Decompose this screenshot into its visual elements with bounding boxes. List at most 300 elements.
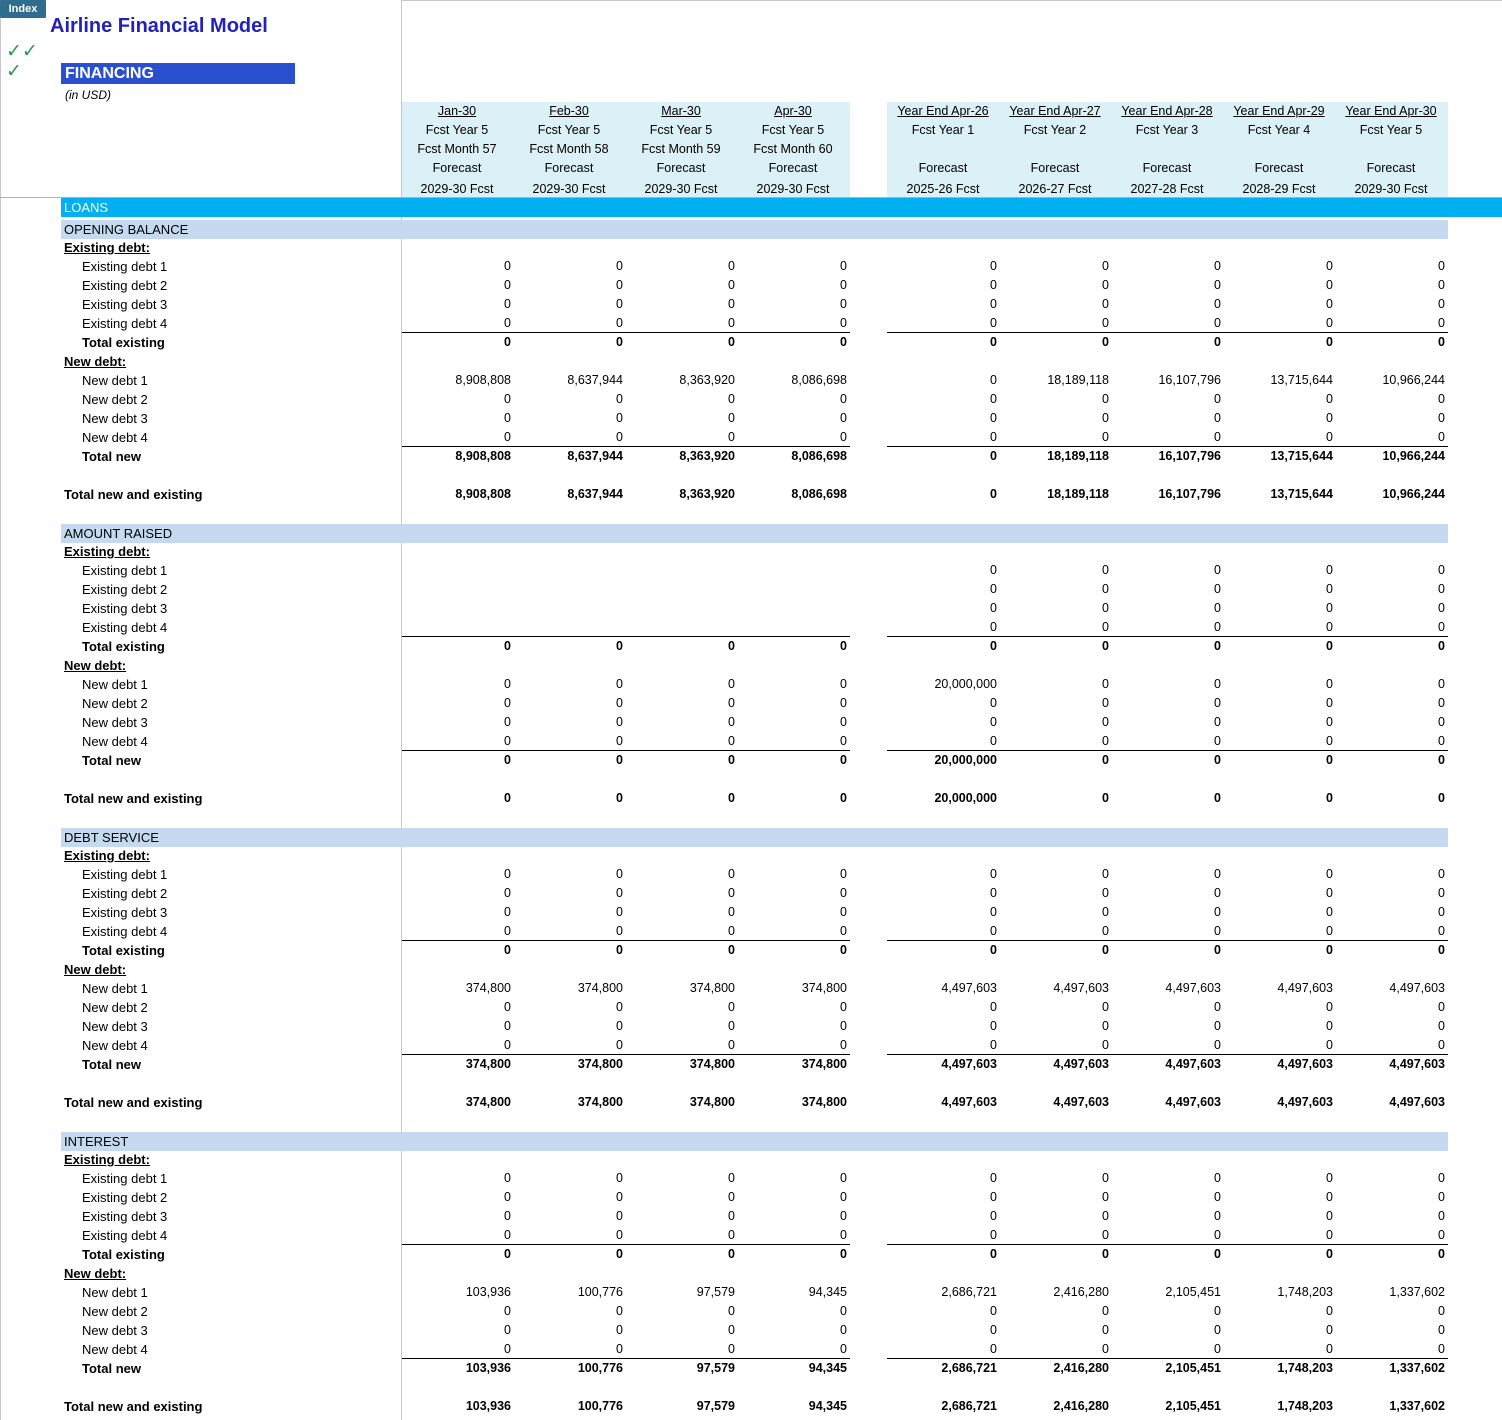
value-cell: 0 <box>616 753 623 767</box>
section-title: INTEREST <box>64 1134 129 1149</box>
column-header-year: Fcst Year 1 <box>911 123 975 137</box>
row-label: New debt: <box>64 658 127 673</box>
value-cell: 0 <box>1326 430 1333 444</box>
column-header-year: Fcst Year 5 <box>537 123 601 137</box>
loans-label: LOANS <box>64 200 109 215</box>
value-cell: 0 <box>1438 943 1445 957</box>
value-cell: 0 <box>504 715 511 729</box>
value-cell: 0 <box>504 867 511 881</box>
column-header-fy: 2029-30 Fcst <box>532 182 606 196</box>
value-cell: 0 <box>840 259 847 273</box>
section-banner: FINANCING <box>61 63 295 84</box>
value-cell: 0 <box>504 335 511 349</box>
value-cell: 0 <box>504 297 511 311</box>
column-header-year: Fcst Year 5 <box>761 123 825 137</box>
value-cell: 0 <box>616 639 623 653</box>
row-label: Existing debt 4 <box>82 620 168 635</box>
value-cell: 8,086,698 <box>791 487 847 501</box>
value-cell: 0 <box>1102 1228 1109 1242</box>
value-cell: 2,105,451 <box>1165 1361 1221 1375</box>
row-label: Existing debt 4 <box>82 1228 168 1243</box>
value-cell: 0 <box>990 1190 997 1204</box>
value-cell: 374,800 <box>577 1057 623 1071</box>
value-cell: 0 <box>1214 696 1221 710</box>
value-cell: 0 <box>504 905 511 919</box>
value-cell: 0 <box>990 867 997 881</box>
value-cell: 0 <box>504 1304 511 1318</box>
value-cell: 97,579 <box>696 1399 735 1413</box>
value-cell: 0 <box>1326 563 1333 577</box>
value-cell: 8,363,920 <box>679 373 735 387</box>
value-cell: 0 <box>1214 1000 1221 1014</box>
value-cell: 100,776 <box>577 1361 623 1375</box>
value-cell: 0 <box>1326 1323 1333 1337</box>
value-cell: 0 <box>1214 943 1221 957</box>
section-title: OPENING BALANCE <box>64 222 189 237</box>
value-cell: 0 <box>840 1323 847 1337</box>
column-header-fy: 2025-26 Fcst <box>906 182 980 196</box>
value-cell: 0 <box>1438 753 1445 767</box>
value-cell: 0 <box>728 734 735 748</box>
row-label: New debt: <box>64 1266 127 1281</box>
row-label: Total new and existing <box>64 1399 203 1414</box>
value-cell: 0 <box>1102 905 1109 919</box>
value-cell: 0 <box>616 1228 623 1242</box>
value-cell: 0 <box>728 1019 735 1033</box>
value-cell: 0 <box>616 316 623 330</box>
value-cell: 0 <box>1438 620 1445 634</box>
value-cell: 0 <box>616 677 623 691</box>
value-cell: 13,715,644 <box>1270 449 1333 463</box>
row-label: New debt 1 <box>82 1285 148 1300</box>
value-cell: 0 <box>616 278 623 292</box>
value-cell: 0 <box>1438 791 1445 805</box>
column-header-year: Fcst Year 3 <box>1135 123 1199 137</box>
value-cell: 0 <box>1102 924 1109 938</box>
value-cell: 0 <box>1102 1171 1109 1185</box>
value-cell: 0 <box>504 924 511 938</box>
value-cell: 374,800 <box>689 1095 735 1109</box>
value-cell: 0 <box>1214 734 1221 748</box>
value-cell: 0 <box>990 1038 997 1052</box>
value-cell: 0 <box>1102 1019 1109 1033</box>
value-cell: 97,579 <box>696 1285 735 1299</box>
value-cell: 0 <box>1214 924 1221 938</box>
value-cell: 0 <box>1214 753 1221 767</box>
value-cell: 0 <box>990 259 997 273</box>
value-cell: 0 <box>1438 1323 1445 1337</box>
value-cell: 0 <box>1326 696 1333 710</box>
value-cell: 0 <box>1326 791 1333 805</box>
value-cell: 0 <box>1214 1209 1221 1223</box>
column-header-year: Fcst Year 4 <box>1247 123 1311 137</box>
value-cell: 0 <box>504 278 511 292</box>
value-cell: 2,105,451 <box>1165 1285 1221 1299</box>
value-cell: 2,416,280 <box>1053 1399 1109 1413</box>
value-cell: 0 <box>504 411 511 425</box>
check-marks-icon: ✓✓ <box>6 41 38 62</box>
value-cell: 0 <box>840 297 847 311</box>
value-cell: 0 <box>504 316 511 330</box>
value-cell: 0 <box>990 487 997 501</box>
value-cell: 0 <box>616 392 623 406</box>
value-cell: 0 <box>1326 943 1333 957</box>
value-cell: 0 <box>1214 1228 1221 1242</box>
value-cell: 0 <box>1214 905 1221 919</box>
value-cell: 0 <box>990 411 997 425</box>
value-cell: 0 <box>1326 297 1333 311</box>
value-cell: 0 <box>1214 316 1221 330</box>
value-cell: 0 <box>1214 411 1221 425</box>
value-cell: 8,637,944 <box>567 373 623 387</box>
value-cell: 0 <box>1438 316 1445 330</box>
value-cell: 0 <box>1102 867 1109 881</box>
value-cell: 0 <box>1438 1019 1445 1033</box>
value-cell: 0 <box>504 1209 511 1223</box>
value-cell: 0 <box>1438 1342 1445 1356</box>
value-cell: 1,337,602 <box>1389 1285 1445 1299</box>
value-cell: 4,497,603 <box>1053 1095 1109 1109</box>
value-cell: 0 <box>1438 1171 1445 1185</box>
value-cell: 0 <box>504 1323 511 1337</box>
column-header-type: Forecast <box>432 161 482 175</box>
index-button[interactable]: Index <box>0 0 46 18</box>
value-cell: 18,189,118 <box>1047 487 1109 501</box>
value-cell: 4,497,603 <box>1277 1057 1333 1071</box>
units-note: (in USD) <box>65 88 112 102</box>
value-cell: 374,800 <box>689 981 735 995</box>
value-cell: 0 <box>990 924 997 938</box>
value-cell: 0 <box>990 1000 997 1014</box>
value-cell: 0 <box>1214 791 1221 805</box>
row-label: New debt 3 <box>82 1323 148 1338</box>
value-cell: 0 <box>616 905 623 919</box>
value-cell: 4,497,603 <box>1165 1057 1221 1071</box>
value-cell: 103,936 <box>465 1285 511 1299</box>
value-cell: 0 <box>728 316 735 330</box>
value-cell: 0 <box>728 1228 735 1242</box>
value-cell: 0 <box>990 1323 997 1337</box>
value-cell: 0 <box>990 1228 997 1242</box>
value-cell: 0 <box>840 335 847 349</box>
value-cell: 0 <box>1214 1038 1221 1052</box>
column-header-date: Jan-30 <box>437 104 477 118</box>
value-cell: 0 <box>840 867 847 881</box>
value-cell: 0 <box>840 905 847 919</box>
value-cell: 8,908,808 <box>455 487 511 501</box>
value-cell: 2,686,721 <box>941 1399 997 1413</box>
value-cell: 0 <box>728 791 735 805</box>
value-cell: 0 <box>728 1304 735 1318</box>
value-cell: 0 <box>504 1247 511 1261</box>
value-cell: 0 <box>504 943 511 957</box>
model-title: Airline Financial Model <box>50 15 268 37</box>
value-cell: 8,363,920 <box>679 449 735 463</box>
value-cell: 0 <box>504 677 511 691</box>
value-cell: 0 <box>616 1000 623 1014</box>
total-rule-annual <box>887 1244 1448 1245</box>
value-cell: 0 <box>1102 278 1109 292</box>
value-cell: 0 <box>504 1171 511 1185</box>
column-header-fy: 2029-30 Fcst <box>756 182 830 196</box>
value-cell: 13,715,644 <box>1270 373 1333 387</box>
value-cell: 0 <box>728 677 735 691</box>
row-label: Existing debt 4 <box>82 924 168 939</box>
value-cell: 100,776 <box>577 1285 623 1299</box>
column-header-fy: 2029-30 Fcst <box>1354 182 1428 196</box>
row-label: Total new and existing <box>64 487 203 502</box>
value-cell: 0 <box>1438 297 1445 311</box>
column-header-date: Year End Apr-26 <box>897 104 989 118</box>
row-label: Existing debt: <box>64 1152 150 1167</box>
column-header-date: Year End Apr-29 <box>1233 104 1325 118</box>
value-cell: 0 <box>840 392 847 406</box>
row-label: Existing debt 3 <box>82 1209 168 1224</box>
value-cell: 0 <box>1326 677 1333 691</box>
value-cell: 0 <box>1214 1019 1221 1033</box>
column-header-date: Mar-30 <box>661 104 701 118</box>
value-cell: 0 <box>1438 715 1445 729</box>
row-label: New debt: <box>64 354 127 369</box>
value-cell: 10,966,244 <box>1382 449 1445 463</box>
column-header-fy: 2027-28 Fcst <box>1130 182 1204 196</box>
value-cell: 0 <box>990 563 997 577</box>
value-cell: 0 <box>1326 886 1333 900</box>
value-cell: 0 <box>1326 924 1333 938</box>
value-cell: 0 <box>1438 601 1445 615</box>
value-cell: 0 <box>1214 335 1221 349</box>
value-cell: 0 <box>616 1323 623 1337</box>
top-border <box>401 0 1502 1</box>
row-label: Existing debt 2 <box>82 278 168 293</box>
value-cell: 0 <box>1214 297 1221 311</box>
column-header-year: Fcst Year 2 <box>1023 123 1087 137</box>
total-rule-monthly <box>402 1244 850 1245</box>
total-rule-monthly <box>402 940 850 941</box>
value-cell: 0 <box>1438 335 1445 349</box>
value-cell: 0 <box>728 259 735 273</box>
value-cell: 0 <box>504 753 511 767</box>
value-cell: 8,637,944 <box>567 487 623 501</box>
value-cell: 0 <box>1102 620 1109 634</box>
value-cell: 0 <box>840 943 847 957</box>
value-cell: 0 <box>1326 1247 1333 1261</box>
value-cell: 0 <box>990 392 997 406</box>
value-cell: 2,416,280 <box>1053 1285 1109 1299</box>
value-cell: 0 <box>1102 734 1109 748</box>
value-cell: 0 <box>1102 582 1109 596</box>
value-cell: 8,086,698 <box>791 449 847 463</box>
value-cell: 0 <box>728 392 735 406</box>
value-cell: 0 <box>990 639 997 653</box>
value-cell: 0 <box>1214 392 1221 406</box>
value-cell: 103,936 <box>465 1399 511 1413</box>
value-cell: 0 <box>1214 563 1221 577</box>
check-mark-icon: ✓ <box>6 61 22 82</box>
value-cell: 0 <box>1326 1228 1333 1242</box>
value-cell: 0 <box>728 753 735 767</box>
value-cell: 1,748,203 <box>1277 1399 1333 1413</box>
value-cell: 0 <box>1438 1228 1445 1242</box>
value-cell: 0 <box>1102 1209 1109 1223</box>
value-cell: 0 <box>840 430 847 444</box>
row-label: Existing debt: <box>64 240 150 255</box>
value-cell: 0 <box>1102 430 1109 444</box>
value-cell: 0 <box>990 620 997 634</box>
value-cell: 374,800 <box>801 1095 847 1109</box>
value-cell: 13,715,644 <box>1270 487 1333 501</box>
value-cell: 0 <box>1102 943 1109 957</box>
value-cell: 0 <box>728 278 735 292</box>
value-cell: 0 <box>1438 411 1445 425</box>
value-cell: 20,000,000 <box>934 753 997 767</box>
value-cell: 0 <box>728 1247 735 1261</box>
value-cell: 0 <box>616 867 623 881</box>
value-cell: 0 <box>504 886 511 900</box>
value-cell: 0 <box>840 278 847 292</box>
value-cell: 0 <box>616 259 623 273</box>
row-label: New debt 4 <box>82 430 148 445</box>
value-cell: 0 <box>504 639 511 653</box>
column-header-date: Feb-30 <box>549 104 589 118</box>
column-header-type: Forecast <box>1366 161 1416 175</box>
value-cell: 1,748,203 <box>1277 1361 1333 1375</box>
value-cell: 0 <box>1102 1342 1109 1356</box>
value-cell: 0 <box>616 924 623 938</box>
value-cell: 0 <box>840 1228 847 1242</box>
value-cell: 0 <box>1214 1190 1221 1204</box>
value-cell: 1,748,203 <box>1277 1285 1333 1299</box>
row-label: Total new <box>82 449 141 464</box>
value-cell: 0 <box>1102 1000 1109 1014</box>
value-cell: 0 <box>1102 1190 1109 1204</box>
value-cell: 0 <box>990 1209 997 1223</box>
section-bar <box>61 524 1448 543</box>
value-cell: 0 <box>1102 886 1109 900</box>
row-label: Existing debt 3 <box>82 905 168 920</box>
value-cell: 0 <box>1438 278 1445 292</box>
value-cell: 0 <box>616 734 623 748</box>
value-cell: 0 <box>1326 867 1333 881</box>
value-cell: 2,686,721 <box>941 1361 997 1375</box>
value-cell: 374,800 <box>689 1057 735 1071</box>
row-label: Total new <box>82 1361 141 1376</box>
value-cell: 0 <box>1326 1209 1333 1223</box>
value-cell: 0 <box>990 278 997 292</box>
value-cell: 0 <box>990 734 997 748</box>
row-label: Existing debt 2 <box>82 1190 168 1205</box>
value-cell: 4,497,603 <box>1053 1057 1109 1071</box>
value-cell: 0 <box>1214 582 1221 596</box>
value-cell: 0 <box>840 696 847 710</box>
value-cell: 94,345 <box>808 1361 847 1375</box>
row-label: New debt 1 <box>82 981 148 996</box>
value-cell: 0 <box>840 791 847 805</box>
value-cell: 0 <box>1438 430 1445 444</box>
value-cell: 0 <box>1438 582 1445 596</box>
value-cell: 4,497,603 <box>1053 981 1109 995</box>
value-cell: 0 <box>990 1247 997 1261</box>
value-cell: 2,686,721 <box>941 1285 997 1299</box>
value-cell: 0 <box>504 1019 511 1033</box>
value-cell: 0 <box>990 1019 997 1033</box>
value-cell: 0 <box>1214 1247 1221 1261</box>
column-header-month: Fcst Month 59 <box>641 142 721 156</box>
value-cell: 0 <box>990 449 997 463</box>
value-cell: 16,107,796 <box>1158 449 1221 463</box>
value-cell: 0 <box>990 335 997 349</box>
value-cell: 0 <box>616 1171 623 1185</box>
value-cell: 0 <box>728 924 735 938</box>
value-cell: 0 <box>840 1019 847 1033</box>
value-cell: 1,337,602 <box>1389 1361 1445 1375</box>
row-label: New debt 3 <box>82 411 148 426</box>
value-cell: 20,000,000 <box>934 677 997 691</box>
value-cell: 0 <box>504 696 511 710</box>
value-cell: 0 <box>1102 563 1109 577</box>
value-cell: 18,189,118 <box>1047 373 1109 387</box>
value-cell: 0 <box>504 1342 511 1356</box>
value-cell: 0 <box>728 1209 735 1223</box>
row-label: New debt 2 <box>82 392 148 407</box>
value-cell: 0 <box>1438 563 1445 577</box>
value-cell: 0 <box>840 1209 847 1223</box>
value-cell: 100,776 <box>577 1399 623 1413</box>
value-cell: 0 <box>1214 1171 1221 1185</box>
value-cell: 0 <box>1438 696 1445 710</box>
value-cell: 0 <box>616 1342 623 1356</box>
value-cell: 0 <box>1214 1323 1221 1337</box>
value-cell: 0 <box>728 905 735 919</box>
row-label: Existing debt: <box>64 544 150 559</box>
value-cell: 0 <box>1102 297 1109 311</box>
value-cell: 0 <box>990 373 997 387</box>
value-cell: 0 <box>1326 411 1333 425</box>
value-cell: 4,497,603 <box>941 1095 997 1109</box>
value-cell: 0 <box>840 639 847 653</box>
value-cell: 0 <box>840 411 847 425</box>
value-cell: 0 <box>1102 715 1109 729</box>
value-cell: 0 <box>1326 715 1333 729</box>
value-cell: 0 <box>616 791 623 805</box>
value-cell: 0 <box>616 1304 623 1318</box>
value-cell: 0 <box>1214 620 1221 634</box>
value-cell: 0 <box>728 1171 735 1185</box>
value-cell: 0 <box>840 734 847 748</box>
row-label: Total new and existing <box>64 1095 203 1110</box>
value-cell: 0 <box>1214 677 1221 691</box>
value-cell: 0 <box>990 297 997 311</box>
value-cell: 0 <box>1214 886 1221 900</box>
section-bar <box>61 828 1448 847</box>
value-cell: 0 <box>840 715 847 729</box>
total-rule-monthly <box>402 332 850 333</box>
value-cell: 8,086,698 <box>791 373 847 387</box>
column-header-month: Fcst Month 60 <box>753 142 833 156</box>
value-cell: 0 <box>1326 734 1333 748</box>
column-header-date: Year End Apr-30 <box>1345 104 1437 118</box>
value-cell: 0 <box>990 886 997 900</box>
total-rule-annual <box>887 1358 1448 1359</box>
row-label: New debt 2 <box>82 696 148 711</box>
value-cell: 0 <box>728 639 735 653</box>
section-title: AMOUNT RAISED <box>64 526 173 541</box>
value-cell: 0 <box>1326 316 1333 330</box>
value-cell: 0 <box>1214 1304 1221 1318</box>
value-cell: 0 <box>840 1342 847 1356</box>
value-cell: 0 <box>504 734 511 748</box>
value-cell: 374,800 <box>801 1057 847 1071</box>
